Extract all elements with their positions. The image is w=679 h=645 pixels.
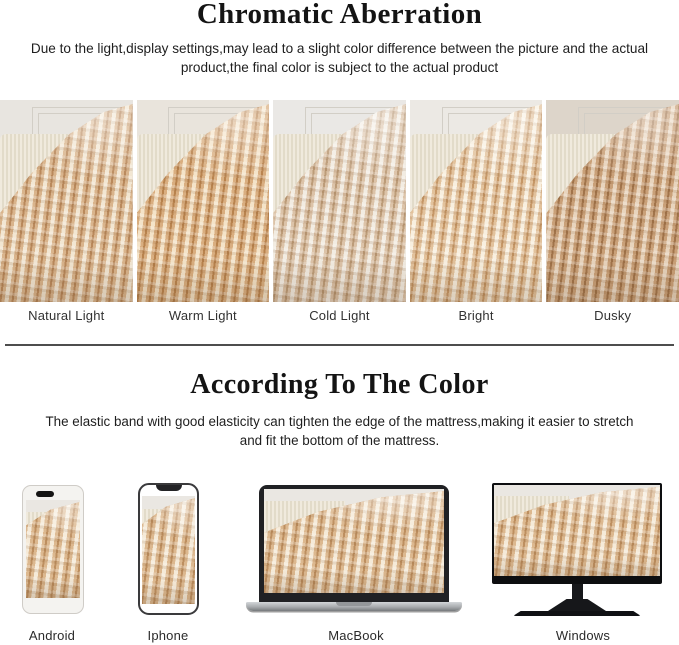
android-screen-photo: [26, 500, 80, 598]
monitor-display: [492, 483, 662, 584]
lighting-photo-dusky: [546, 100, 679, 302]
monitor-screen-photo: [494, 485, 660, 576]
lighting-photo-cold-light: [273, 100, 406, 302]
monitor-stand-neck: [572, 584, 583, 600]
chromatic-aberration-title: Chromatic Aberration: [196, 0, 483, 30]
monitor-screen: [494, 485, 660, 576]
lighting-photo-natural-light: [0, 100, 133, 302]
macbook-keyboard-base: [246, 602, 462, 611]
device-preview-row: [0, 478, 679, 628]
macbook-display: [259, 485, 449, 602]
lighting-photo-bright: [410, 100, 543, 302]
windows-monitor-mockup: [492, 483, 662, 616]
label-bright: Bright: [458, 308, 494, 323]
lighting-comparison-row: [0, 100, 679, 302]
monitor-stand-cone: [548, 599, 606, 611]
according-to-color-description: The elastic band with good elasticity can tighten the edge of the mattress,making it easier to stretch and fit the bottom of the mattress.: [45, 414, 634, 449]
android-screen: [26, 500, 80, 598]
chromatic-aberration-description: Due to the light,display settings,may lead to a slight color difference between the picture and the actual product,the final color is subject to the actual product: [30, 41, 649, 76]
label-cold-light: Cold Light: [309, 308, 370, 323]
label-dusky: Dusky: [594, 308, 632, 323]
label-android: Android: [28, 628, 76, 643]
iphone-notch-icon: [156, 485, 182, 491]
label-warm-light: Warm Light: [168, 308, 237, 323]
iphone-mockup: [138, 483, 199, 615]
monitor-stand-foot: [513, 611, 641, 616]
label-macbook: MacBook: [328, 628, 384, 643]
iphone-screen-photo: [142, 496, 195, 604]
iphone-screen: [142, 496, 195, 604]
label-natural-light: Natural Light: [28, 308, 105, 323]
lighting-labels-row: [0, 308, 679, 323]
label-windows: Windows: [555, 628, 611, 643]
camera-cutout-icon: [36, 491, 54, 497]
label-iphone: Iphone: [147, 628, 189, 643]
macbook-mockup: [246, 485, 462, 611]
android-phone-mockup: [22, 485, 84, 614]
macbook-screen-photo: [264, 489, 444, 593]
according-to-color-title: According To The Color: [190, 369, 489, 400]
macbook-screen: [264, 489, 444, 593]
lighting-photo-warm-light: [137, 100, 270, 302]
section-divider: [5, 344, 674, 346]
